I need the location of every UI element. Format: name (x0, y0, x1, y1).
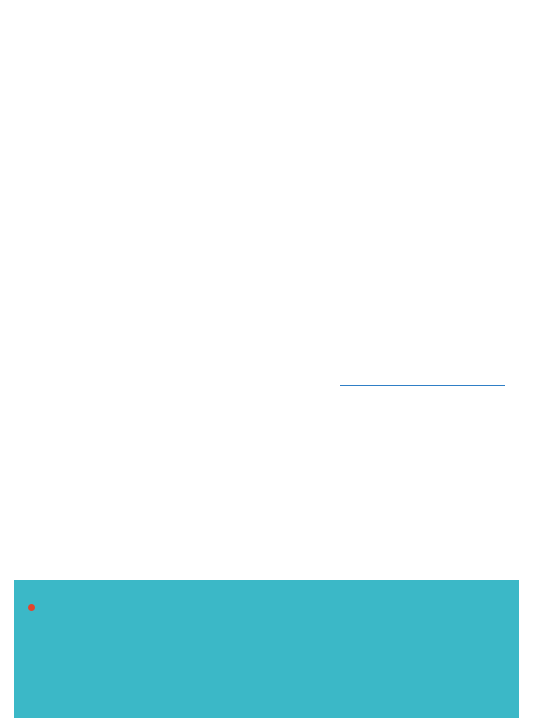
title-divider (340, 385, 505, 386)
summary-line (28, 603, 505, 614)
summary-notes-box (14, 580, 519, 718)
summary-line (28, 614, 505, 625)
summary-line (28, 592, 505, 603)
red-circle-icon (28, 604, 35, 611)
